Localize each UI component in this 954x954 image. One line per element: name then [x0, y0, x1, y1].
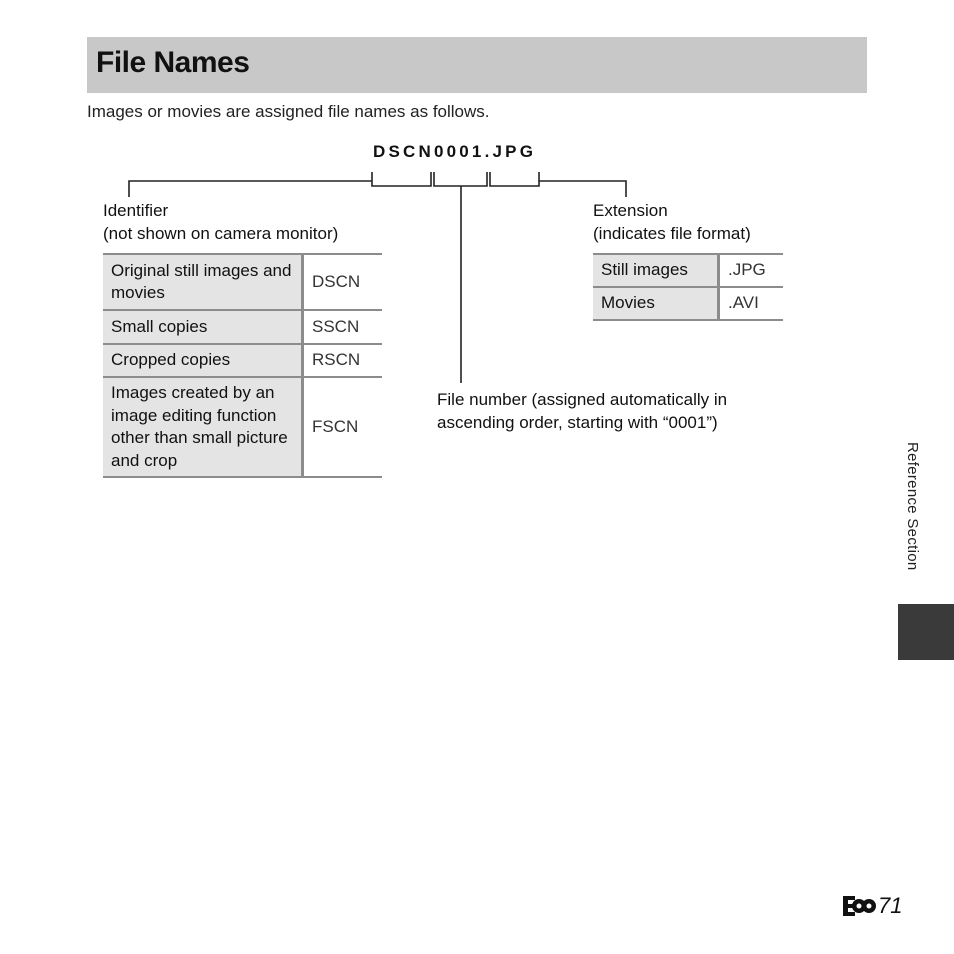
identifier-label-line2: (not shown on camera monitor) [103, 224, 339, 243]
identifier-desc: Images created by an image editing function other than small picture and crop [103, 377, 303, 477]
extension-desc: Still images [593, 254, 719, 287]
table-row [103, 344, 382, 377]
table-row [103, 310, 382, 344]
identifier-code: SSCN [303, 310, 383, 344]
extension-label [593, 199, 751, 245]
page-title: File Names [96, 46, 250, 79]
identifier-code: RSCN [303, 344, 383, 377]
identifier-label [103, 199, 338, 245]
page-number [842, 893, 902, 919]
table-row [103, 254, 382, 310]
extension-table [593, 253, 783, 321]
identifier-desc: Small copies [103, 310, 303, 344]
extension-desc: Movies [593, 287, 719, 320]
extension-label-line2: (indicates file format) [593, 224, 751, 243]
section-tab [898, 604, 954, 660]
binoculars-e-icon [842, 894, 876, 918]
identifier-desc: Original still images and movies [103, 254, 303, 310]
file-number-label [437, 388, 727, 434]
extension-label-line1: Extension [593, 201, 668, 220]
identifier-label-line1: Identifier [103, 201, 169, 220]
identifier-table [103, 253, 382, 478]
extension-code: .JPG [719, 254, 784, 287]
example-filename: DSCN0001.JPG [373, 142, 537, 161]
intro-text: Images or movies are assigned file names as follows. [87, 102, 490, 121]
identifier-code: FSCN [303, 377, 383, 477]
section-tab-label: Reference Section [904, 442, 921, 571]
extension-code: .AVI [719, 287, 784, 320]
table-row [593, 254, 783, 287]
identifier-code: DSCN [303, 254, 383, 310]
file-number-line2: ascending order, starting with “0001”) [437, 413, 718, 432]
file-number-line1: File number (assigned automatically in [437, 390, 728, 409]
page-number-value: 71 [878, 893, 903, 918]
table-row [593, 287, 783, 320]
identifier-desc: Cropped copies [103, 344, 303, 377]
table-row [103, 377, 382, 477]
